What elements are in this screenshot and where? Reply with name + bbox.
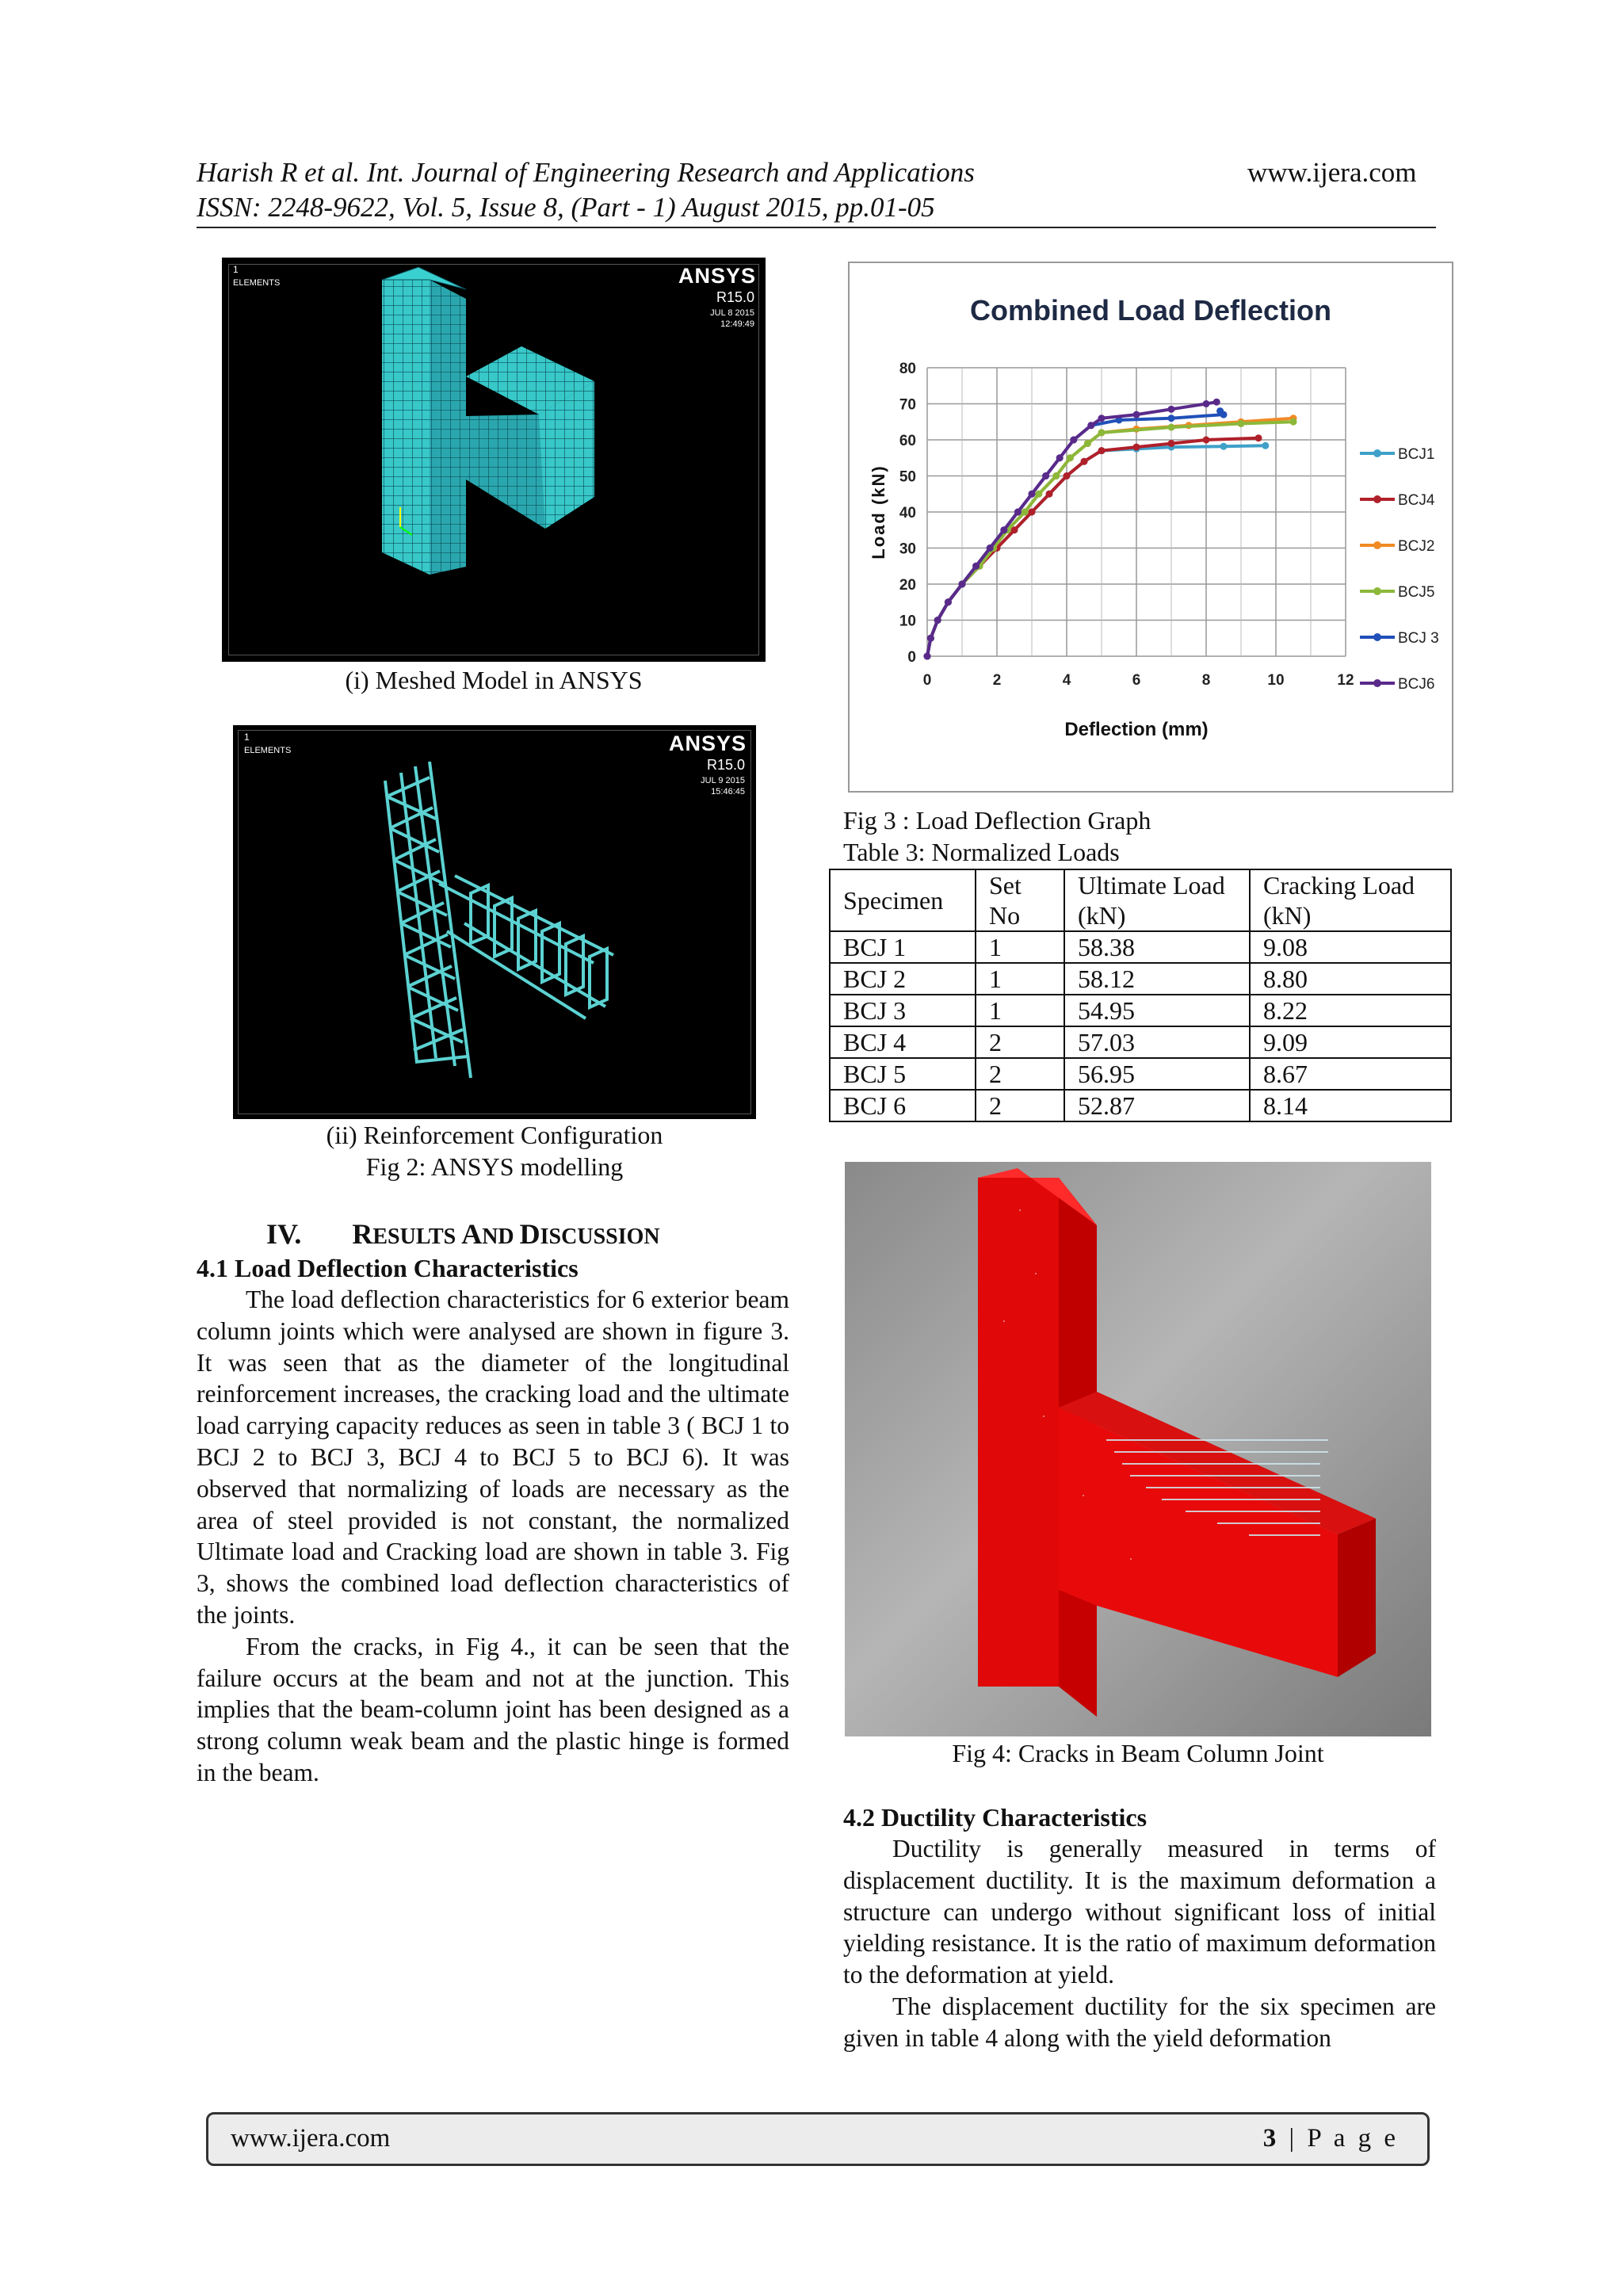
table-row: BCJ 1 1 58.38 9.08 — [830, 931, 1451, 963]
chart-title: Combined Load Deflection — [969, 294, 1332, 327]
x-tick-label: 10 — [1267, 672, 1285, 689]
table-row: BCJ 4 2 57.03 9.09 — [830, 1026, 1451, 1058]
data-point — [1046, 491, 1053, 498]
data-point — [924, 653, 931, 660]
header-set-no: Set No — [976, 869, 1064, 931]
data-point — [1168, 415, 1175, 422]
y-tick-label: 50 — [899, 468, 916, 486]
data-point — [1042, 472, 1049, 479]
data-point — [1067, 454, 1074, 461]
legend-entry: BCJ 3 — [1398, 630, 1439, 647]
data-point — [987, 544, 994, 552]
x-tick-label: 6 — [1132, 672, 1141, 689]
series-line-bcj1 — [927, 445, 1266, 656]
data-point — [1081, 458, 1088, 465]
journal-header-line2: ISSN: 2248-9622, Vol. 5, Issue 8, (Part - 1) August 2015, pp.01-05 — [197, 192, 935, 223]
header-rule — [197, 227, 1436, 228]
load-deflection-chart — [850, 263, 1452, 791]
ansys-reinforcement-image: 1 ELEMENTS ANSYS R15.0 JUL 9 2015 15:46:45 — [233, 725, 756, 1119]
y-tick-label: 60 — [899, 433, 916, 449]
subsection-4-1-heading: 4.1 Load Deflection Characteristics — [197, 1254, 579, 1282]
normalized-loads-table — [829, 869, 1452, 1122]
x-tick-label: 0 — [922, 672, 932, 689]
data-point — [1087, 422, 1094, 429]
legend-entry: BCJ2 — [1398, 538, 1435, 555]
table-row: BCJ 2 1 58.12 8.80 — [830, 963, 1451, 995]
data-point — [1056, 454, 1064, 461]
data-point — [1213, 399, 1220, 406]
y-tick-label: 0 — [907, 649, 916, 666]
data-point — [1220, 443, 1228, 450]
data-point — [1098, 429, 1106, 436]
legend-marker — [1373, 633, 1381, 641]
section-4-1-body — [197, 1284, 789, 1789]
paragraph-displacement-ductility: The displacement ductility for the six specimen are given in table 4 along with the yield deformation — [843, 1992, 1436, 2052]
data-point — [1203, 400, 1210, 407]
table-header-row — [830, 869, 1451, 931]
paragraph-load-deflection: The load deflection characteristics for 6 exterior beam column joints which were analysed are shown in figure 3. It was seen that as the diameter of the longitudinal reinforcement increases, the cracking load and the ultimate load carrying capacity reduces as seen in table 3 ( BCJ 1 to BCJ 2 to BCJ 3, BCJ 4 to BCJ 5 to BCJ 6). It was observed that normalizing of loads are necessary as the area of steel provided is not constant, the normalized Ultimate load and Cracking load are shown in table 3. Fig 3, shows the combined load deflection characteristics of the joints. — [197, 1286, 789, 1629]
data-point — [1070, 437, 1077, 444]
y-axis-label: Load (kN) — [869, 464, 888, 560]
series-line-bcj4 — [927, 438, 1258, 656]
data-point — [1098, 447, 1106, 454]
subsection-4-2-heading: 4.2 Ductility Characteristics — [843, 1803, 1148, 1832]
data-point — [1168, 424, 1175, 431]
reinforcement-cage-illustration — [233, 725, 756, 1119]
x-tick-label: 2 — [992, 672, 1002, 689]
ansys-logo: ANSYS — [678, 264, 756, 288]
legend-entry: BCJ1 — [1398, 446, 1435, 463]
data-point — [972, 563, 980, 570]
data-point — [1133, 411, 1140, 418]
data-point — [945, 598, 952, 606]
data-point — [1064, 472, 1071, 479]
legend-marker — [1373, 679, 1381, 687]
y-tick-label: 40 — [899, 505, 916, 521]
data-point — [1262, 442, 1269, 449]
data-point — [1014, 509, 1022, 516]
y-tick-label: 70 — [899, 396, 916, 414]
x-tick-label: 4 — [1062, 672, 1071, 689]
page-footer — [206, 2112, 1430, 2166]
paragraph-cracks: From the cracks, in Fig 4., it can be seen that the failure occurs at the beam and not at the junction. This implies that the beam-column joint has been designed as a strong column weak beam and the plastic hinge is formed in the beam. — [197, 1632, 789, 1786]
cracks-beam-column-joint-image — [845, 1162, 1431, 1736]
data-point — [1238, 420, 1245, 427]
table-row: BCJ 3 1 54.95 8.22 — [830, 995, 1451, 1026]
data-point — [1290, 418, 1297, 426]
legend-entry: BCJ4 — [1398, 492, 1435, 509]
ansys-meshed-model-image: 1 ELEMENTS ANSYS R15.0 JUL 8 2015 12:49:49 — [222, 258, 766, 662]
header-cracking-load: Cracking Load (kN) — [1250, 869, 1451, 931]
y-tick-label: 80 — [899, 361, 916, 377]
legend-entry: BCJ5 — [1398, 584, 1435, 601]
section-heading: IV. RESULTS AND DISCUSSION — [266, 1218, 660, 1250]
y-tick-label: 20 — [899, 577, 916, 594]
legend-marker — [1373, 587, 1381, 595]
legend-marker — [1373, 495, 1381, 503]
data-point — [1098, 415, 1106, 422]
load-deflection-chart-frame — [848, 262, 1453, 793]
data-point — [1203, 437, 1210, 444]
data-point — [1022, 509, 1029, 516]
data-point — [959, 581, 966, 588]
header-specimen: Specimen — [830, 869, 976, 931]
fig2-caption-1: (i) Meshed Model in ANSYS — [345, 666, 643, 694]
fig4-caption: Fig 4: Cracks in Beam Column Joint — [952, 1739, 1324, 1767]
fig2-caption: Fig 2: ANSYS modelling — [365, 1152, 624, 1181]
data-point — [1052, 472, 1060, 479]
data-point — [1000, 526, 1007, 533]
footer-website: www.ijera.com — [231, 2124, 391, 2153]
meshed-joint-illustration — [222, 258, 766, 662]
y-tick-label: 30 — [899, 541, 916, 558]
header-ultimate-load: Ultimate Load (kN) — [1064, 869, 1250, 931]
footer-page: 3 | P a g e — [1262, 2124, 1399, 2153]
section-4-2-body — [843, 1833, 1436, 2054]
data-point — [1133, 444, 1140, 451]
data-point — [934, 617, 941, 624]
ansys-logo-2: ANSYS — [668, 732, 747, 755]
legend-marker — [1373, 449, 1381, 457]
data-point — [1029, 491, 1036, 498]
cracked-joint-illustration — [845, 1162, 1431, 1736]
x-axis-label: Deflection (mm) — [1064, 719, 1209, 740]
fig3-caption: Fig 3 : Load Deflection Graph — [843, 806, 1151, 835]
data-point — [1168, 440, 1175, 447]
data-point — [1029, 509, 1036, 516]
x-tick-label: 12 — [1337, 672, 1354, 689]
data-point — [1168, 406, 1175, 413]
data-point — [1216, 407, 1224, 415]
data-point — [927, 635, 934, 642]
paragraph-ductility: Ductility is generally measured in terms of displacement ductility. It is the maximum deformation a structure can undergo without significant loss of initial yielding resistance. It is the ratio of maximum deformation to the deformation at yield. — [843, 1835, 1436, 1989]
y-tick-label: 10 — [899, 613, 916, 630]
data-point — [1255, 434, 1262, 441]
table3-caption: Table 3: Normalized Loads — [843, 838, 1120, 866]
table-row: BCJ 6 2 52.87 8.14 — [830, 1090, 1451, 1121]
journal-header-line1: Harish R et al. Int. Journal of Engineering Research and Applications — [197, 157, 975, 188]
data-point — [1035, 491, 1042, 498]
legend-entry: BCJ6 — [1398, 676, 1435, 693]
fig2-caption-2: (ii) Reinforcement Configuration — [326, 1121, 663, 1149]
legend-marker — [1373, 541, 1381, 549]
series-line-bcj5 — [927, 422, 1293, 656]
data-point — [1084, 440, 1091, 447]
x-tick-label: 8 — [1201, 672, 1211, 689]
journal-website: www.ijera.com — [1247, 157, 1417, 188]
table-row: BCJ 5 2 56.95 8.67 — [830, 1058, 1451, 1090]
